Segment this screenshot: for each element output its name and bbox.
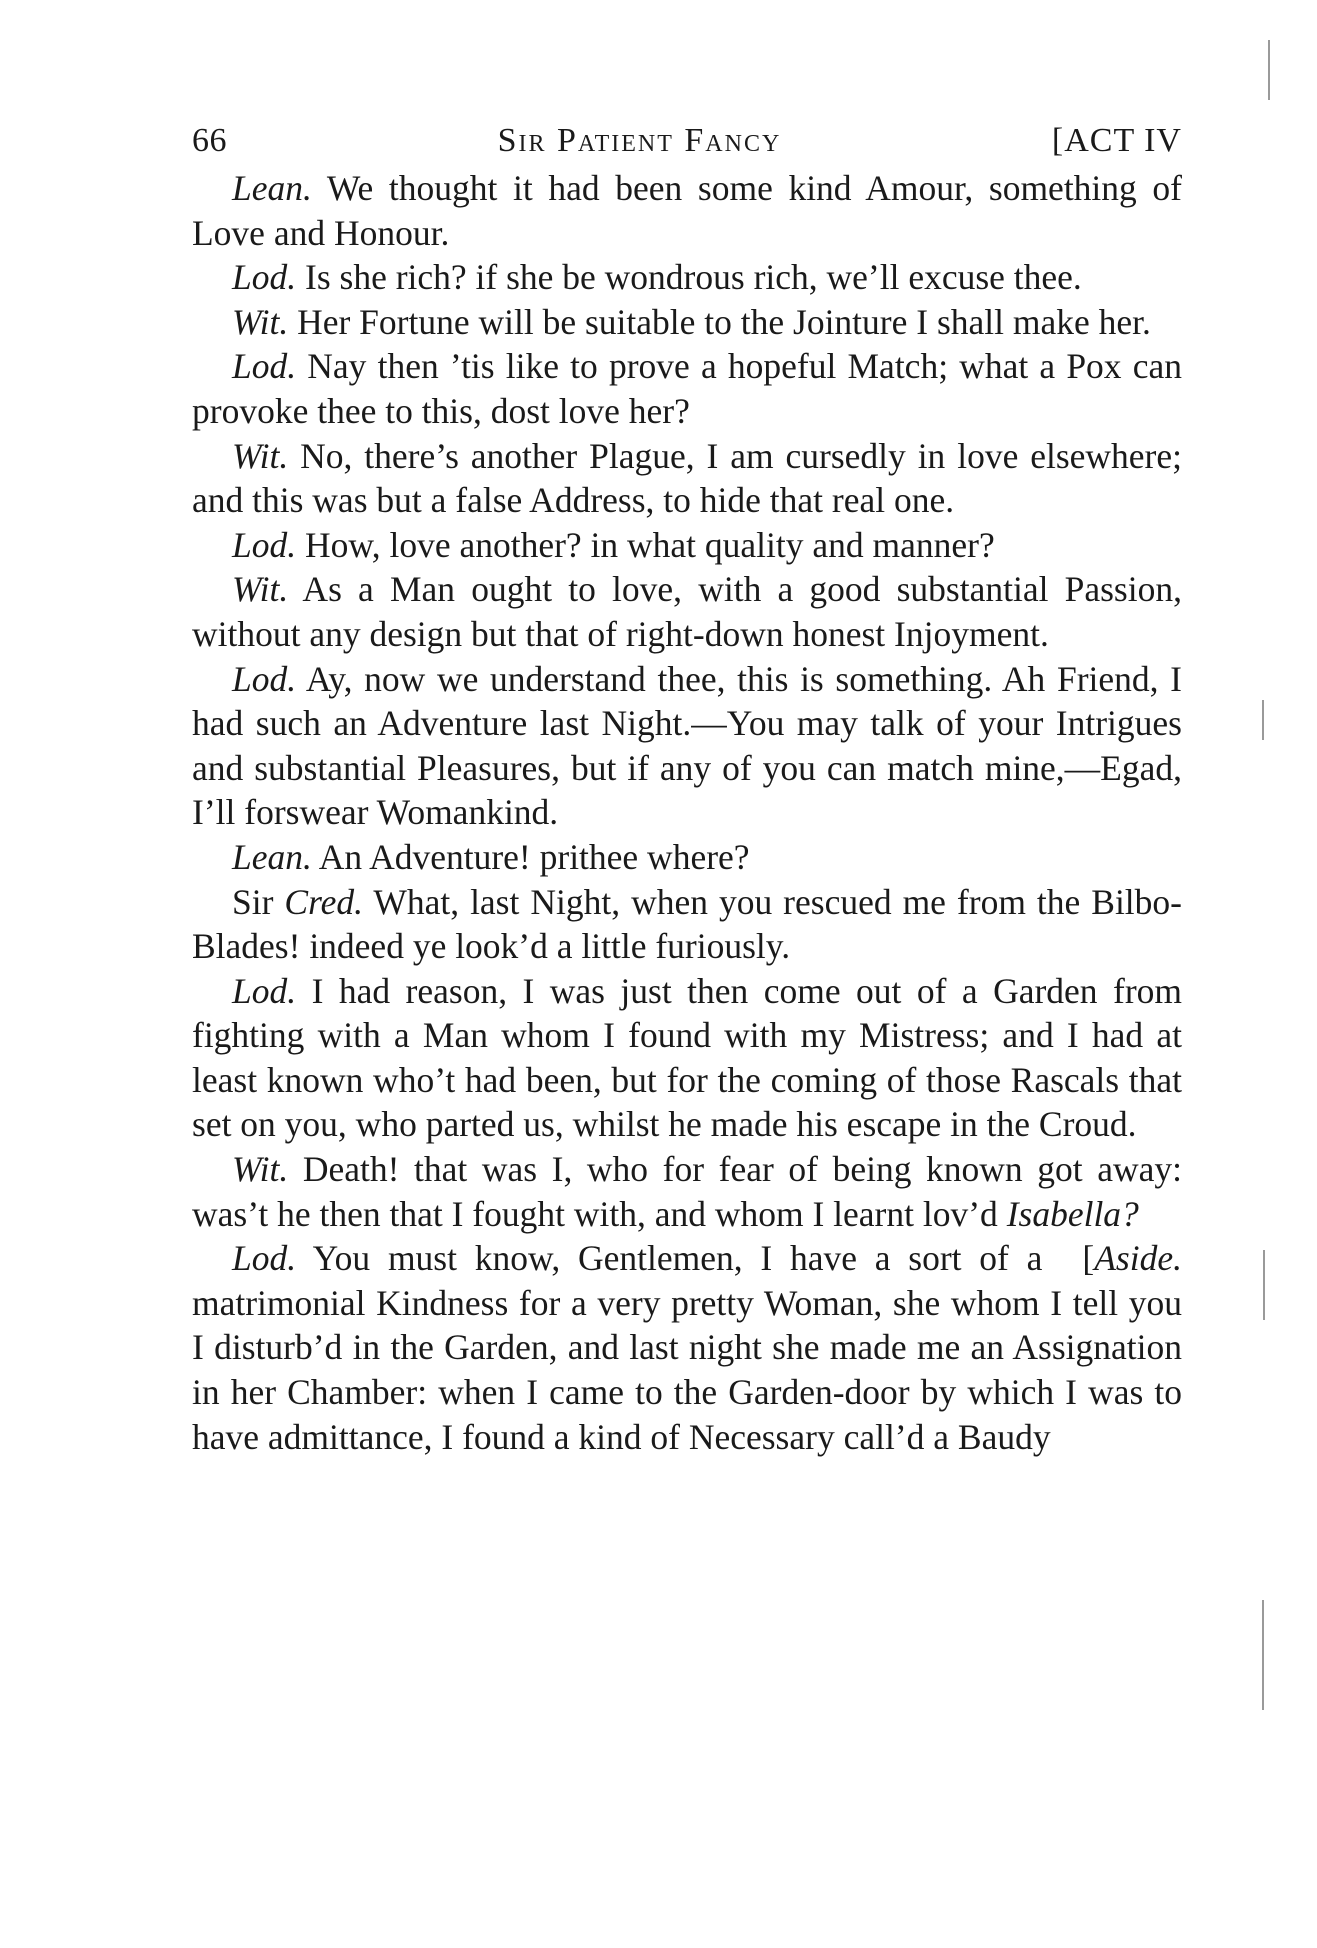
speech-text: I had reason, I was just then come out of a Garden from fighting with a Man whom I found with my Mistress; and I had at least known who’t had been, but for the coming of those Rascals that set on you, who parted us, whilst he made his escape in the Croud. (192, 970, 1182, 1145)
speech-text: Death! that was I, who for fear of being known got away: was’t he then that I fought with, and whom I learnt lov’d (192, 1149, 1182, 1234)
speaker-name: Wit. (232, 1149, 289, 1190)
speech (192, 567, 1182, 656)
speaker-name: Wit. (232, 301, 289, 342)
speech (192, 1236, 1182, 1459)
speech-text: Ay, now we understand thee, this is something. Ah Friend, I had such an Adventure last Night.—You may talk of your Intrigues and substantial Pleasures, but if any of you can match mine,—Egad, I’ll forswear Womankind. (192, 658, 1182, 833)
speech (192, 835, 1182, 880)
scan-speck (1263, 1250, 1265, 1320)
speech (192, 657, 1182, 835)
stage-direction-text: Aside. (1094, 1238, 1182, 1279)
speech-text: Is she rich? if she be wondrous rich, we’ll excuse thee. (296, 257, 1082, 298)
speaker-name: Wit. (232, 569, 289, 610)
running-title: Sir Patient Fancy (497, 122, 782, 159)
speech (192, 969, 1182, 1147)
speech-text: What, last Night, when you rescued me from the Bilbo-Blades! indeed ye look’d a little furiously. (192, 881, 1182, 967)
stage-bracket: [ (1082, 1238, 1095, 1279)
speaker-name: Lod. (232, 346, 297, 387)
speech-text: No, there’s another Plague, I am cursedly in love elsewhere; and this was but a false Address, to hide that real one. (192, 435, 1182, 521)
speech-italic-name: Isabella? (1006, 1193, 1139, 1234)
play-text (192, 166, 1182, 1459)
speech-text: We thought it had been some kind Amour, something of Love and Honour. (192, 168, 1182, 253)
stage-direction (1042, 1236, 1182, 1281)
speech (192, 880, 1182, 969)
speaker-prefix: Sir (232, 881, 285, 922)
speaker-name: Lod. (232, 257, 297, 298)
speaker-name: Lod. (232, 970, 297, 1011)
scan-speck (1262, 1600, 1264, 1710)
speaker-name: Lod. (232, 524, 297, 565)
speech (192, 255, 1182, 300)
speaker-name: Lod. (232, 1238, 297, 1279)
scan-speck (1268, 40, 1270, 100)
speech-text: An Adventure! prithee where? (311, 836, 750, 877)
speech-text: Her Fortune will be suitable to the Jointure I shall make her. (288, 301, 1151, 342)
speech (192, 523, 1182, 568)
speech-text: You must know, Gentlemen, I have a sort of a matrimonial Kindness for a very pretty Woman, she whom I tell you I disturb’d in the Garden, and last night she made me an Assignation in her Chamber: when I came to the Garden-door by which I was to have admittance, I found a kind of Necessary call’d a Baudy (192, 1238, 1182, 1457)
speaker-name: Wit. (232, 435, 289, 476)
speech (192, 166, 1182, 255)
speech-text: Nay then ’tis like to prove a hopeful Match; what a Pox can provoke thee to this, dost love her? (192, 346, 1182, 431)
speech-text: As a Man ought to love, with a good substantial Passion, without any design but that of right-down honest Injoyment. (192, 569, 1182, 654)
book-page (192, 118, 1182, 1459)
act-marker: [ACT IV (1051, 122, 1182, 159)
speech (192, 434, 1182, 523)
speech (192, 344, 1182, 433)
speech-text: How, love another? in what quality and manner? (296, 524, 995, 565)
speech (192, 300, 1182, 345)
scan-speck (1262, 700, 1264, 740)
speaker-name: Lod. (232, 658, 297, 699)
speaker-name: Cred. (284, 881, 363, 922)
speaker-name: Lean. (232, 168, 312, 208)
page-number: 66 (192, 122, 227, 159)
speaker-name: Lean. (232, 836, 312, 877)
running-head (192, 118, 1182, 166)
